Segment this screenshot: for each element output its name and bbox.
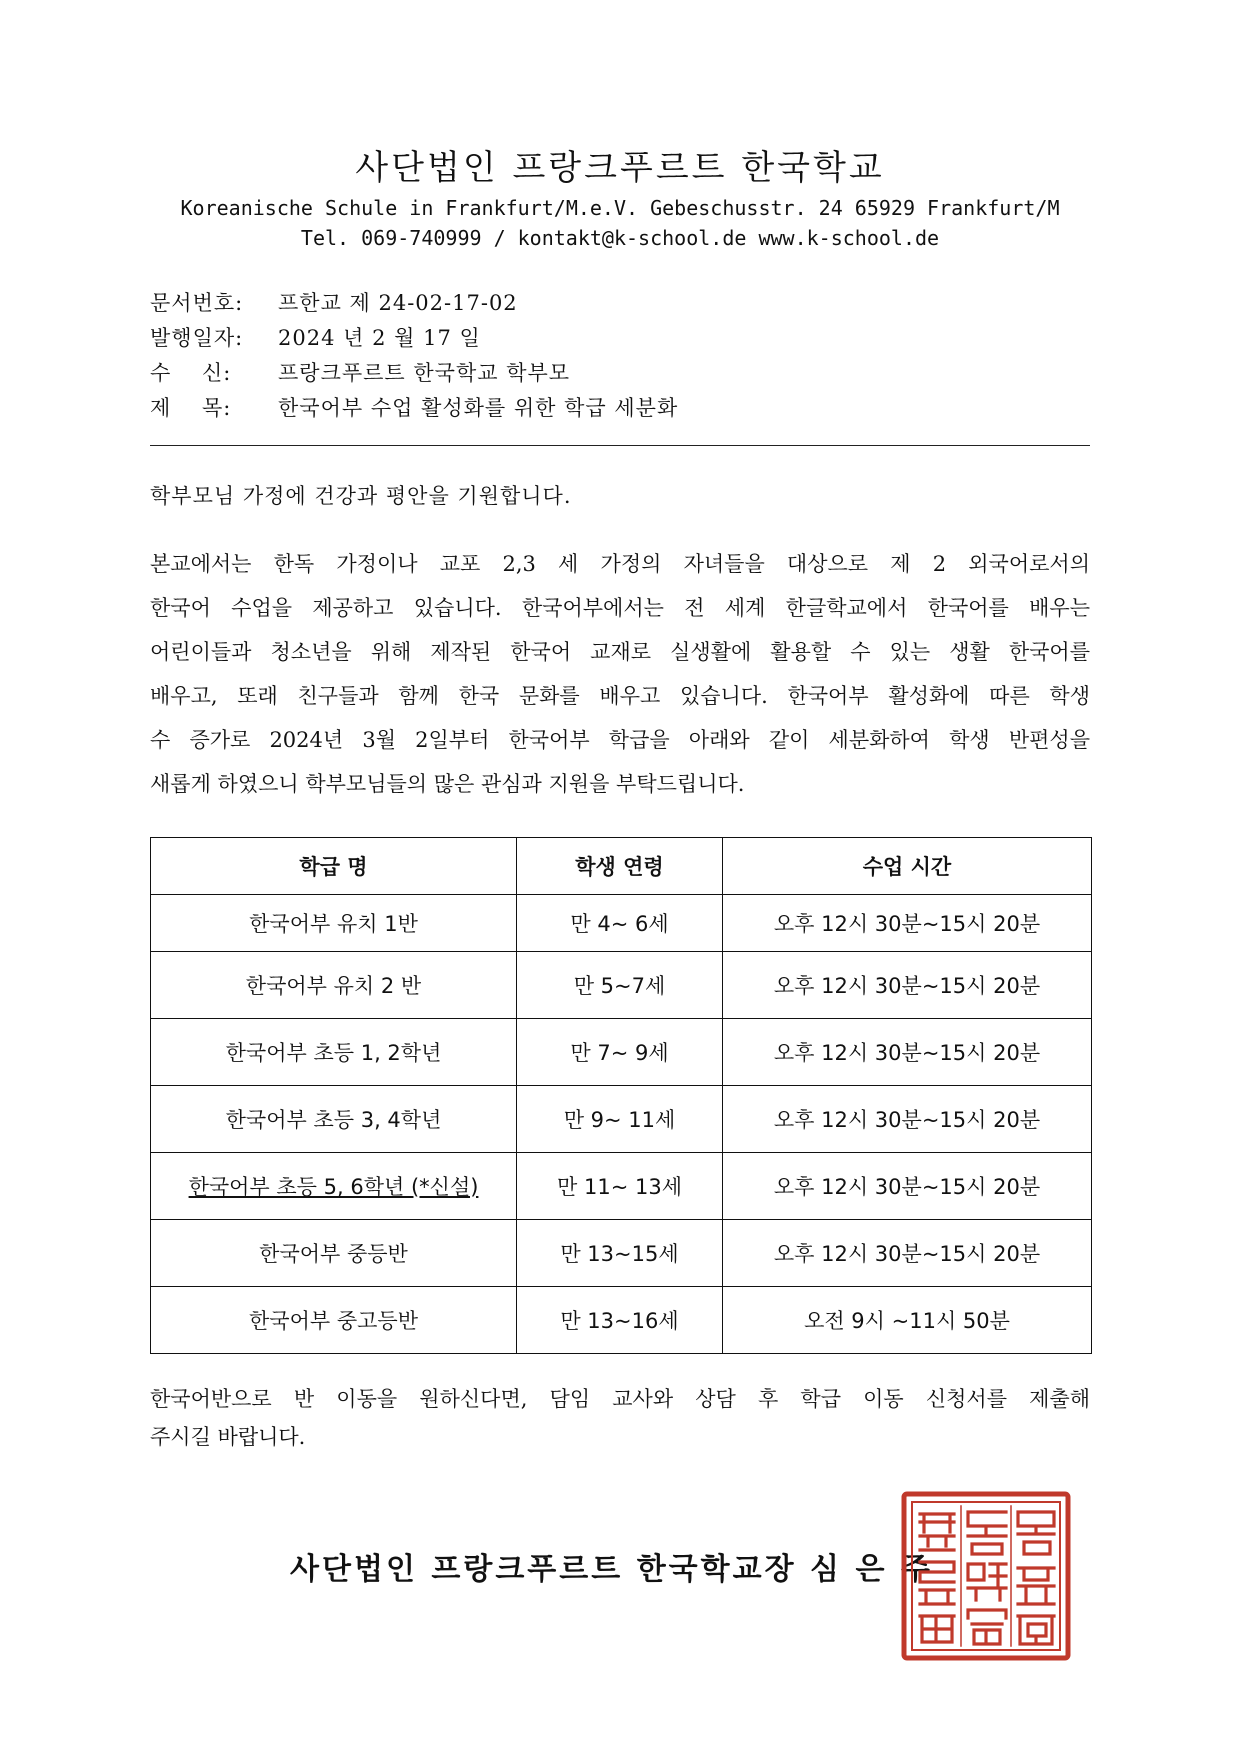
issue-date-label: 발행일자: [150, 325, 244, 350]
age-cell: 만 11~ 13세 [517, 1153, 723, 1220]
body-paragraph [150, 542, 1090, 806]
class-name-cell: 한국어부 중고등반 [151, 1287, 517, 1354]
time-cell: 오후 12시 30분~15시 20분 [723, 1153, 1092, 1220]
body-line: 한국어 수업을 제공하고 있습니다. 한국어부에서는 전 세계 한글학교에서 한국어를 배우는 [150, 596, 1090, 620]
greeting-text: 학부모님 가정에 건강과 평안을 기원합니다. [150, 484, 572, 508]
class-name-cell: 한국어부 초등 1, 2학년 [151, 1019, 517, 1086]
address-line: Koreanische Schule in Frankfurt/M.e.V. Gebeschusstr. 24 65929 Frankfurt/M [180, 196, 1060, 220]
subject-value: 한국어부 수업 활성화를 위한 학급 세분화 [278, 395, 679, 420]
meta-row-doc-number [150, 284, 678, 319]
meta-row-subject [150, 389, 678, 424]
time-cell: 오후 12시 30분~15시 20분 [723, 895, 1092, 952]
class-name-cell: 한국어부 중등반 [151, 1220, 517, 1287]
recipient-value: 프랑크푸르트 한국학교 학부모 [278, 360, 571, 385]
header-student-age: 학생 연령 [517, 838, 723, 895]
meta-row-recipient [150, 354, 678, 389]
principal-signature: 사단법인 프랑크푸르트 한국학교장 심 은 주 [290, 1552, 933, 1587]
doc-number-value: 프한교 제 24-02-17-02 [278, 290, 518, 315]
class-name-cell: 한국어부 초등 3, 4학년 [151, 1086, 517, 1153]
class-schedule-table [150, 837, 1092, 1354]
subject-label: 제 목: [150, 395, 232, 420]
time-cell: 오후 12시 30분~15시 20분 [723, 1019, 1092, 1086]
issue-date-value: 2024 년 2 월 17 일 [278, 325, 481, 350]
doc-number-label: 문서번호: [150, 290, 244, 315]
table-row [151, 952, 1092, 1019]
table-row [151, 1086, 1092, 1153]
meta-row-issue-date [150, 319, 678, 354]
age-cell: 만 13~15세 [517, 1220, 723, 1287]
header-class-name: 학급 명 [151, 838, 517, 895]
age-cell: 만 13~16세 [517, 1287, 723, 1354]
body-line: 어린이들과 청소년을 위해 제작된 한국어 교재로 실생활에 활용할 수 있는 생활 한국어를 [150, 640, 1090, 664]
body-line: 새롭게 하였으니 학부모님들의 많은 관심과 지원을 부탁드립니다. [150, 772, 745, 796]
class-name-cell: 한국어부 유치 1반 [151, 895, 517, 952]
red-seal-stamp-icon [900, 1490, 1072, 1662]
closing-line: 한국어반으로 반 이동을 원하신다면, 담임 교사와 상담 후 학급 이동 신청서를 제출해 [150, 1387, 1090, 1411]
table-row [151, 1019, 1092, 1086]
school-title: 사단법인 프랑크푸르트 한국학교 [355, 148, 885, 188]
age-cell: 만 5~7세 [517, 952, 723, 1019]
time-cell: 오전 9시 ~11시 50분 [723, 1287, 1092, 1354]
body-line: 수 증가로 2024년 3월 2일부터 한국어부 학급을 아래와 같이 세분화하여 학생 반편성을 [150, 728, 1090, 752]
contact-line: Tel. 069-740999 / kontakt@k-school.de www.k-school.de [300, 226, 940, 250]
time-cell: 오후 12시 30분~15시 20분 [723, 1086, 1092, 1153]
document-meta [150, 284, 678, 424]
time-cell: 오후 12시 30분~15시 20분 [723, 952, 1092, 1019]
new-class-label: 한국어부 초등 5, 6학년 (*신설) [188, 1175, 479, 1199]
age-cell: 만 7~ 9세 [517, 1019, 723, 1086]
time-cell: 오후 12시 30분~15시 20분 [723, 1220, 1092, 1287]
table-row [151, 1287, 1092, 1354]
table-header-row [151, 838, 1092, 895]
closing-paragraph [150, 1380, 1090, 1456]
header-class-time: 수업 시간 [723, 838, 1092, 895]
table-row [151, 895, 1092, 952]
closing-line: 주시길 바랍니다. [150, 1425, 306, 1449]
recipient-label: 수 신: [150, 360, 232, 385]
age-cell: 만 4~ 6세 [517, 895, 723, 952]
body-line: 본교에서는 한독 가정이나 교포 2,3 세 가정의 자녀들을 대상으로 제 2 외국어로서의 [150, 552, 1090, 576]
age-cell: 만 9~ 11세 [517, 1086, 723, 1153]
class-name-cell-new [151, 1153, 517, 1220]
table-row [151, 1153, 1092, 1220]
header-divider [150, 445, 1090, 446]
body-line: 배우고, 또래 친구들과 함께 한국 문화를 배우고 있습니다. 한국어부 활성화에 따른 학생 [150, 684, 1090, 708]
table-row [151, 1220, 1092, 1287]
class-name-cell: 한국어부 유치 2 반 [151, 952, 517, 1019]
